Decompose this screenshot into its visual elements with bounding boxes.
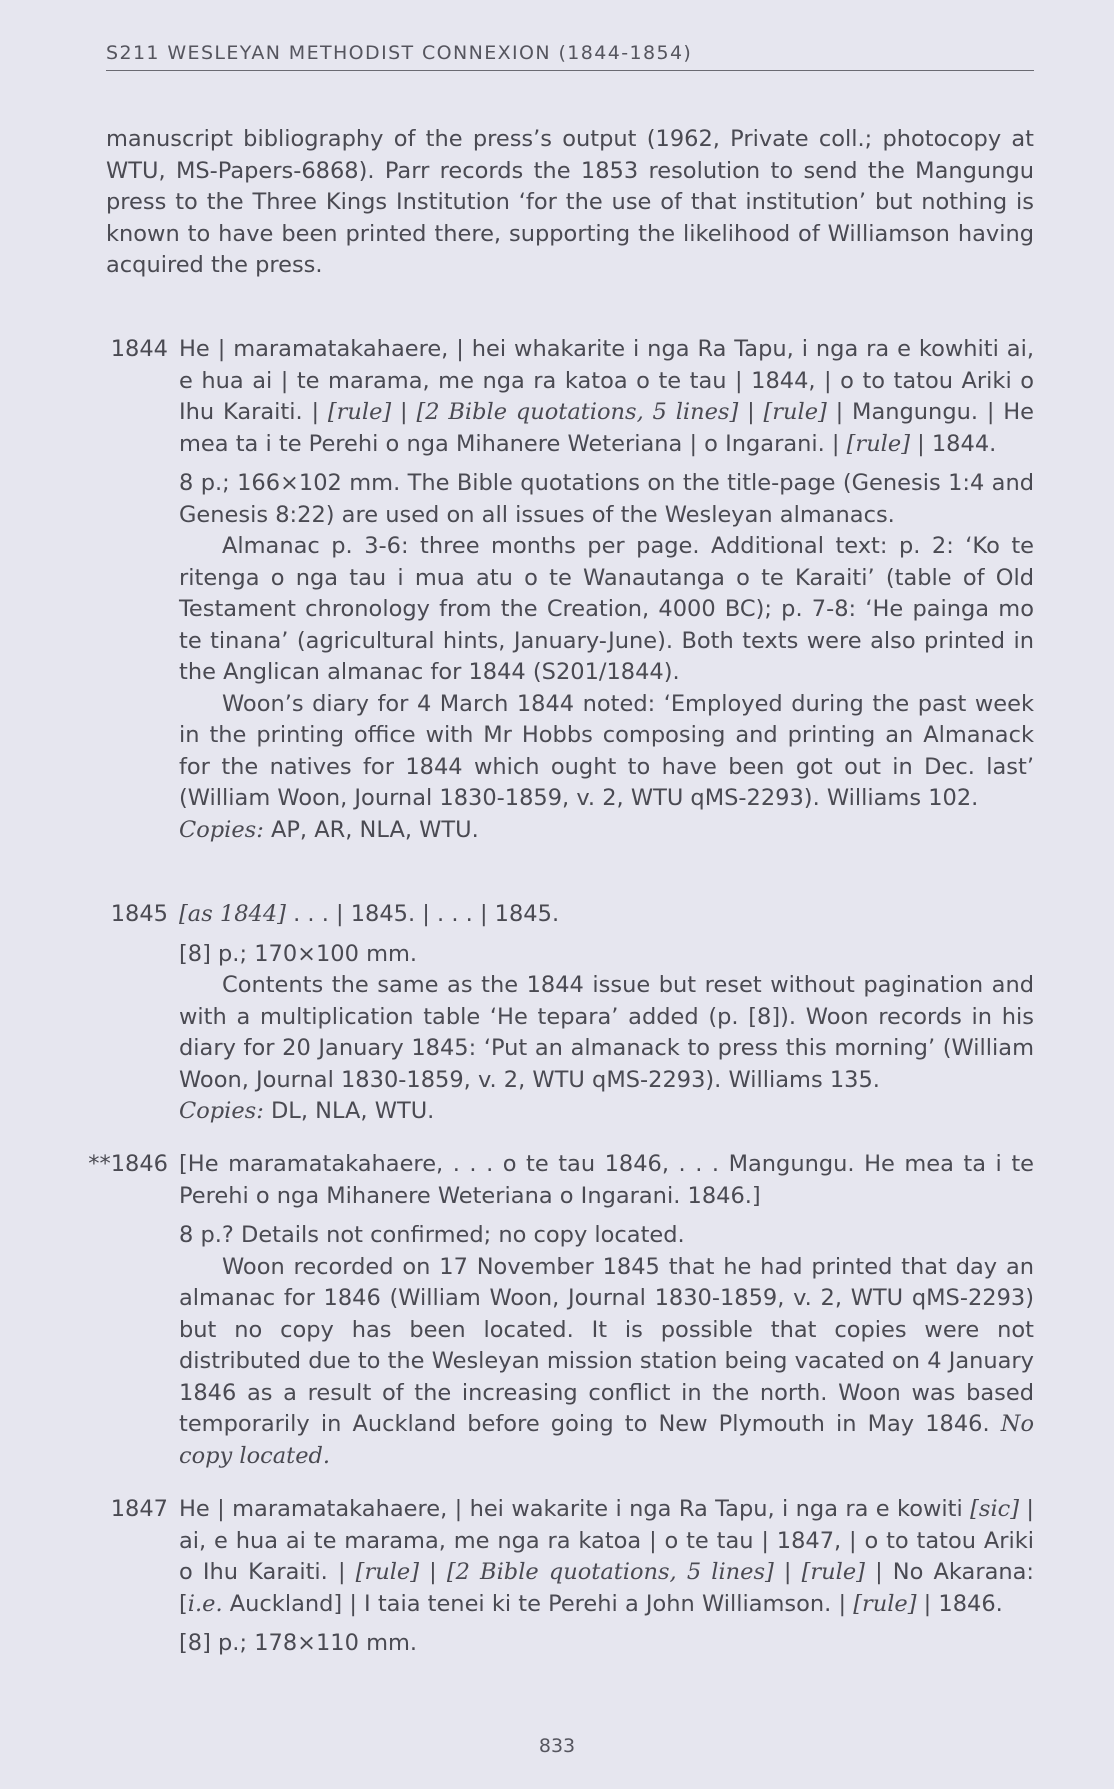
title-text: | ai, e hua ai te marama, me nga ra katoa | o te tau | 1847, | o to tatou Ariki o Ihu Karaiti. | [179,1496,1035,1585]
entry-body [179,1494,1034,1660]
entry-paragraph: Woon’s diary for 4 March 1844 noted: ‘Employed during the past week in the printing office with Mr Hobbs composing and printing an Almanack for the natives for 1844 which ought to have been got out in Dec. last’ (William Woon, Journal 1830-1859, v. 2, WTU qMS-2293). Williams 102. [179,690,1034,811]
page-number: 833 [538,1735,576,1757]
title-text: | [391,399,417,425]
entry-year: 1847 [110,1496,168,1522]
entry-year: 1845 [110,901,168,927]
title-italic: [2 Bible quotations, 5 lines] [446,1559,774,1585]
entry-paragraph: Contents the same as the 1844 issue but reset without pagination and with a multiplication table ‘He tepara’ added (p. [8]). Woon records in his diary for 20 January 1845: ‘Put an almanack to press this morning’ (William Woon, Journal 1830-1859, v. 2, WTU qMS-2293). Williams 135. [179,972,1034,1093]
copies-label: Copies: [179,1098,264,1124]
entry-year: 1844 [110,336,168,362]
title-text: | 1846. [916,1590,1003,1617]
entry-paragraph [179,1252,1034,1473]
entry-paragraph: [8] p.; 170×100 mm. [179,940,418,967]
entry-1847 [64,1494,1034,1660]
title-text: | [738,399,764,425]
entry-paragraph: [8] p.; 178×110 mm. [179,1630,418,1656]
title-italic: [rule] [853,1590,917,1617]
entry-year: **1846 [88,1151,168,1177]
title-italic: [rule] [846,430,910,457]
entry-title: [He maramatakahaere, . . . o te tau 1846, . . . Mangungu. He mea ta i te Perehi o nga Mihanere Weteriana o Ingarani. 1846.] [179,1151,1034,1209]
title-italic: [rule] [763,399,827,425]
entry-body [179,899,1034,1128]
title-text: . . . | 1845. | . . . | 1845. [285,901,560,927]
entry-1844 [64,334,1034,846]
entry-copies [179,815,1034,847]
paragraph-text: Woon recorded on 17 November 1845 that he had printed that day an almanac for 1846 (William Woon, Journal 1830-1859, v. 2, WTU qMS-2293) but no copy has been located. It is possible that copies were not distributed due to the Wesleyan mission station being vacated on 4 January 1846 as a result of the increasing conflict in the north. Woon was based temporarily in Auckland before going to New Plymouth in May 1846. [179,1253,1034,1437]
title-text: He | maramatakahaere, | hei wakarite i nga Ra Tapu, i nga ra e kowiti [179,1496,971,1522]
entry-1846 [64,1149,1034,1472]
copies-list: AP, AR, NLA, WTU. [263,816,479,843]
entry-title [179,899,1034,931]
title-text: | No Akarana: [ [179,1559,1035,1617]
entry-paragraph: Almanac p. 3-6: three months per page. Additional text: p. 2: ‘Ko te ritenga o nga tau i mua atu o te Wanautanga o te Karaiti’ (table of Old Testament chronology from the Creation, 4000 BC); p. 7-8: ‘He painga mo te tinana’ (agricultural hints, January-June). Both texts were also printed in the Anglican almanac for 1844 (S201/1844). [179,533,1034,685]
title-text: He | maramatakahaere, | hei whakarite i nga Ra Tapu, i nga ra e kowhiti ai, e hua ai | te marama, me nga ra katoa o te tau | 1844, | o to tatou Ariki o Ihu Karaiti. | [179,336,1034,425]
title-italic: i.e. [187,1590,223,1617]
entry-body [179,334,1034,846]
copies-list: DL, NLA, WTU. [263,1098,435,1124]
entry-paragraph: 8 p.? Details not confirmed; no copy located. [179,1222,685,1248]
title-italic: [as 1844] [179,901,286,927]
entry-body [179,1149,1034,1472]
entry-title [179,1494,1034,1620]
title-italic: [2 Bible quotations, 5 lines] [416,399,739,425]
title-italic: [sic] [970,1496,1020,1522]
title-italic: [rule] [327,399,392,425]
paragraph-italic: No copy located. [179,1411,1034,1469]
title-text: | [773,1559,802,1585]
title-text: | [419,1559,447,1585]
entry-copies [179,1096,1034,1128]
title-italic: [rule] [355,1559,419,1585]
running-head: S211 WESLEYAN METHODIST CONNEXION (1844-1854) [106,42,1034,71]
title-text: Auckland] | I taia tenei ki te Perehi a John Williamson. | [222,1590,854,1617]
title-text: | Mangungu. | He mea ta i te Perehi o nga Mihanere Weteriana | o Ingarani. | [179,399,1035,457]
entry-1845 [64,899,1034,1128]
entry-paragraph: 8 p.; 166×102 mm. The Bible quotations on the title-page (Genesis 1:4 and Genesis 8:22) are used on all issues of the Wesleyan almanacs. [179,470,1034,528]
intro-paragraph: manuscript bibliography of the press’s output (1962, Private coll.; photocopy at WTU, MS-Papers-6868). Parr records the 1853 resolution to send the Mangungu press to the Three Kings Institution ‘for the use of that institution’ but nothing is known to have been printed there, supporting the likelihood of Williamson having acquired the press. [106,126,1034,278]
entry-title [179,334,1034,460]
title-italic: [rule] [801,1559,865,1585]
copies-label: Copies: [179,816,264,843]
title-text: | 1844. [909,430,997,457]
